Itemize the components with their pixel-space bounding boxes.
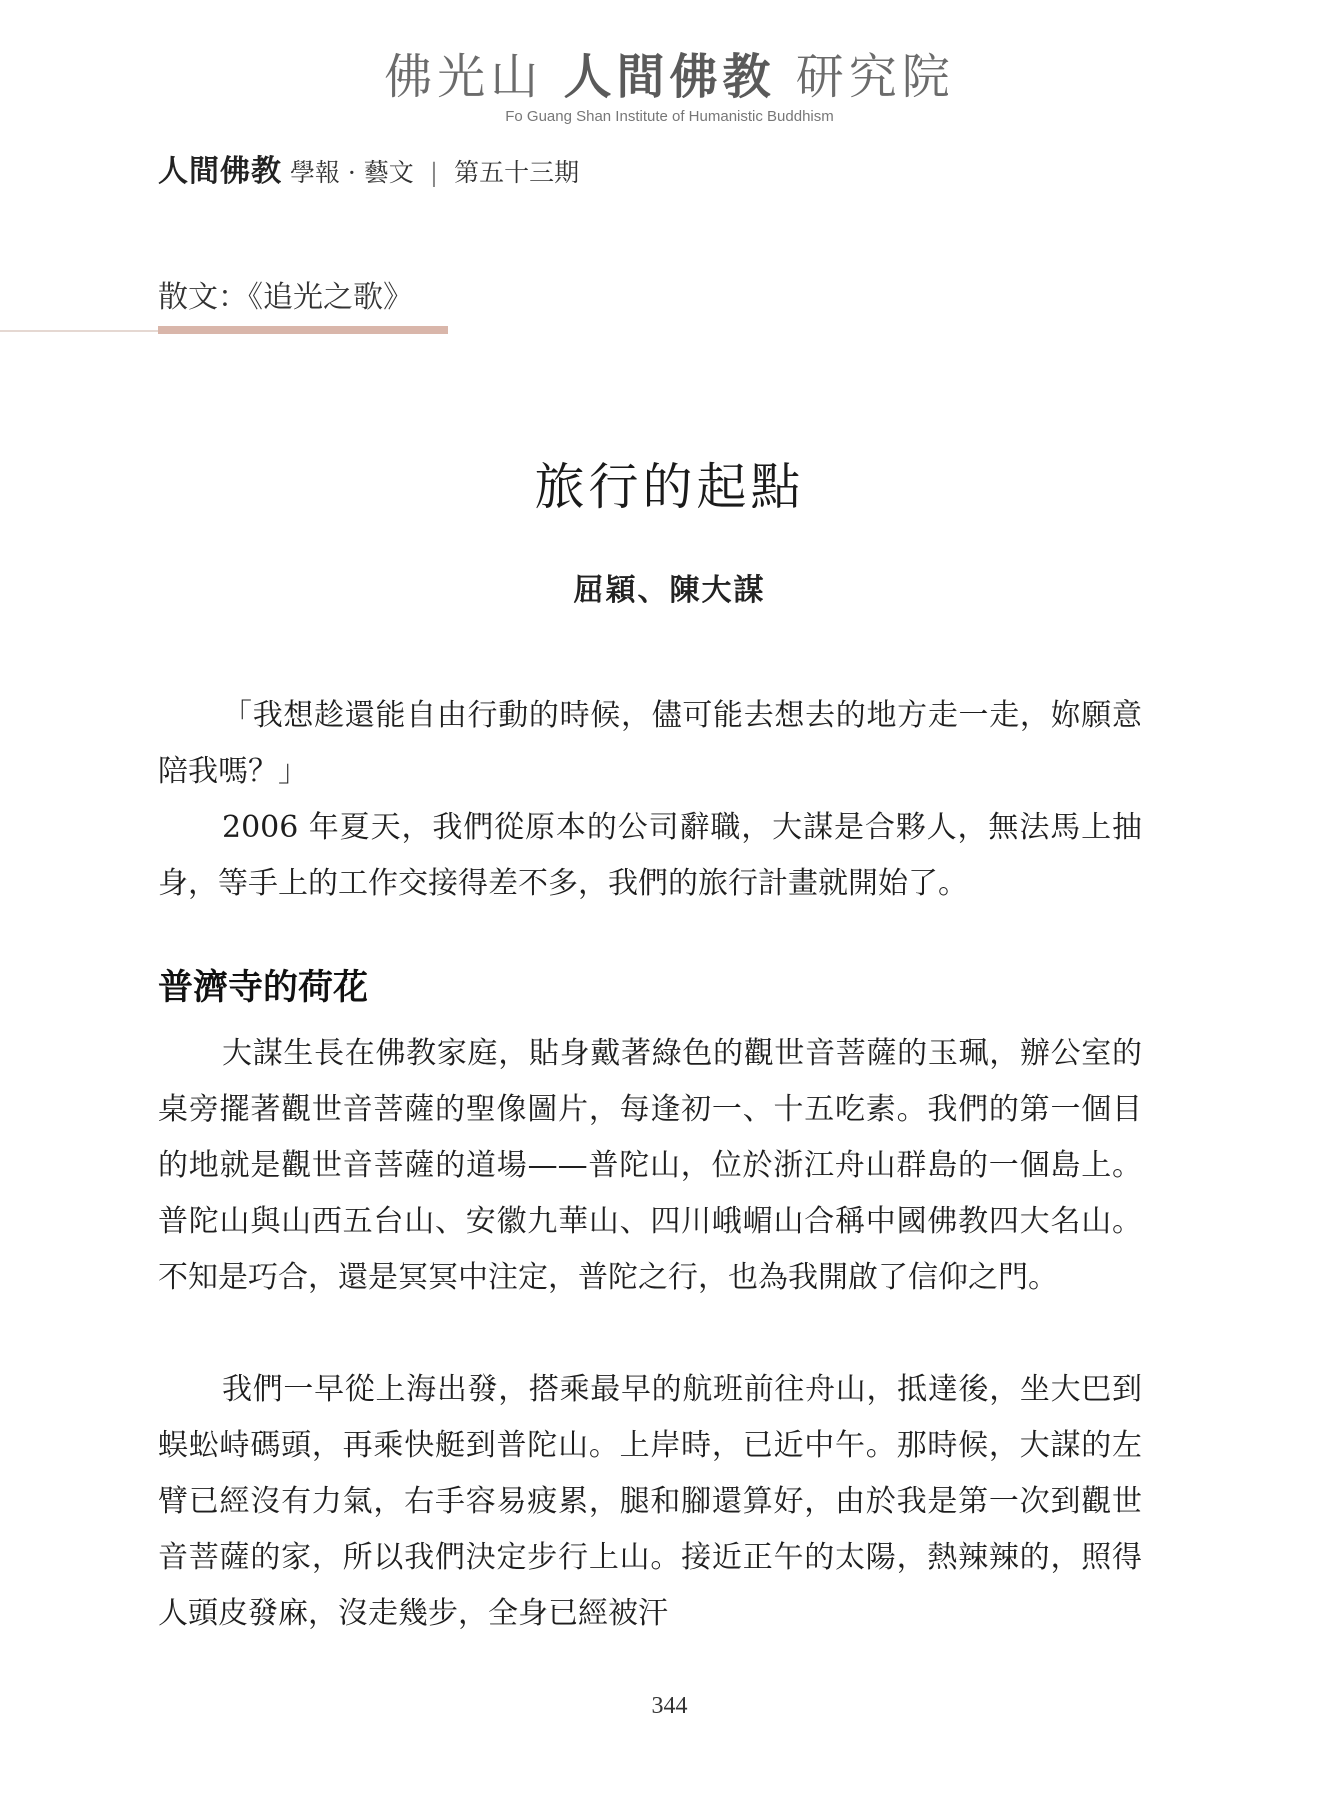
section-heading: 普濟寺的荷花 xyxy=(158,967,369,1008)
journal-running-head xyxy=(158,146,579,190)
paragraph-4: 我們一早從上海出發，搭乘最早的航班前往舟山，抵達後，坐大巴到蜈蚣峙碼頭，再乘快艇到普陀山。上岸時，已近中午。那時候，大謀的左臂已經沒有力氣，右手容易疲累，腿和腳還算好，由於我是第一次到觀世音菩薩的家，所以我們決定步行上山。接近正午的太陽，熱辣辣的，照得人頭皮發麻，沒走幾步，全身已經被汗 xyxy=(158,1372,1142,1631)
section-tag: 散文：《追光之歌》 xyxy=(158,280,413,315)
institute-subtitle: Fo Guang Shan Institute of Humanistic Buddhism xyxy=(505,108,834,125)
page-number: 344 xyxy=(651,1693,688,1719)
institute-logo xyxy=(0,38,1339,107)
section-tag-rule xyxy=(0,330,160,332)
journal-issue: 第五十三期 xyxy=(454,158,580,187)
logo-brand: 人間佛教 xyxy=(563,49,776,105)
article-author: 屈穎、陳大謀 xyxy=(573,573,766,608)
article-title: 旅行的起點 xyxy=(534,458,805,516)
logo-prefix: 佛光山 xyxy=(384,49,544,105)
paragraph-3: 大謀生長在佛教家庭，貼身戴著綠色的觀世音菩薩的玉珮，辦公室的桌旁擺著觀世音菩薩的聖像圖片，每逢初一、十五吃素。我們的第一個目的地就是觀世音菩薩的道場——普陀山，位於浙江舟山群島的一個島上。普陀山與山西五台山、安徽九華山、四川峨嵋山合稱中國佛教四大名山。不知是巧合，還是冥冥中注定，普陀之行，也為我開啟了信仰之門。 xyxy=(158,1036,1142,1295)
section-tag-underline xyxy=(158,326,448,334)
journal-section: 學報 · 藝文 xyxy=(289,158,414,187)
journal-separator: | xyxy=(429,158,439,187)
journal-brand: 人間佛教 xyxy=(158,154,282,189)
logo-suffix: 研究院 xyxy=(795,49,955,105)
paragraph-1: 「我想趁還能自由行動的時候，儘可能去想去的地方走一走，妳願意陪我嗎？」 xyxy=(158,698,1142,789)
paragraph-2: 2006 年夏天，我們從原本的公司辭職，大謀是合夥人，無法馬上抽身，等手上的工作交接得差不多，我們的旅行計畫就開始了。 xyxy=(158,810,1142,901)
